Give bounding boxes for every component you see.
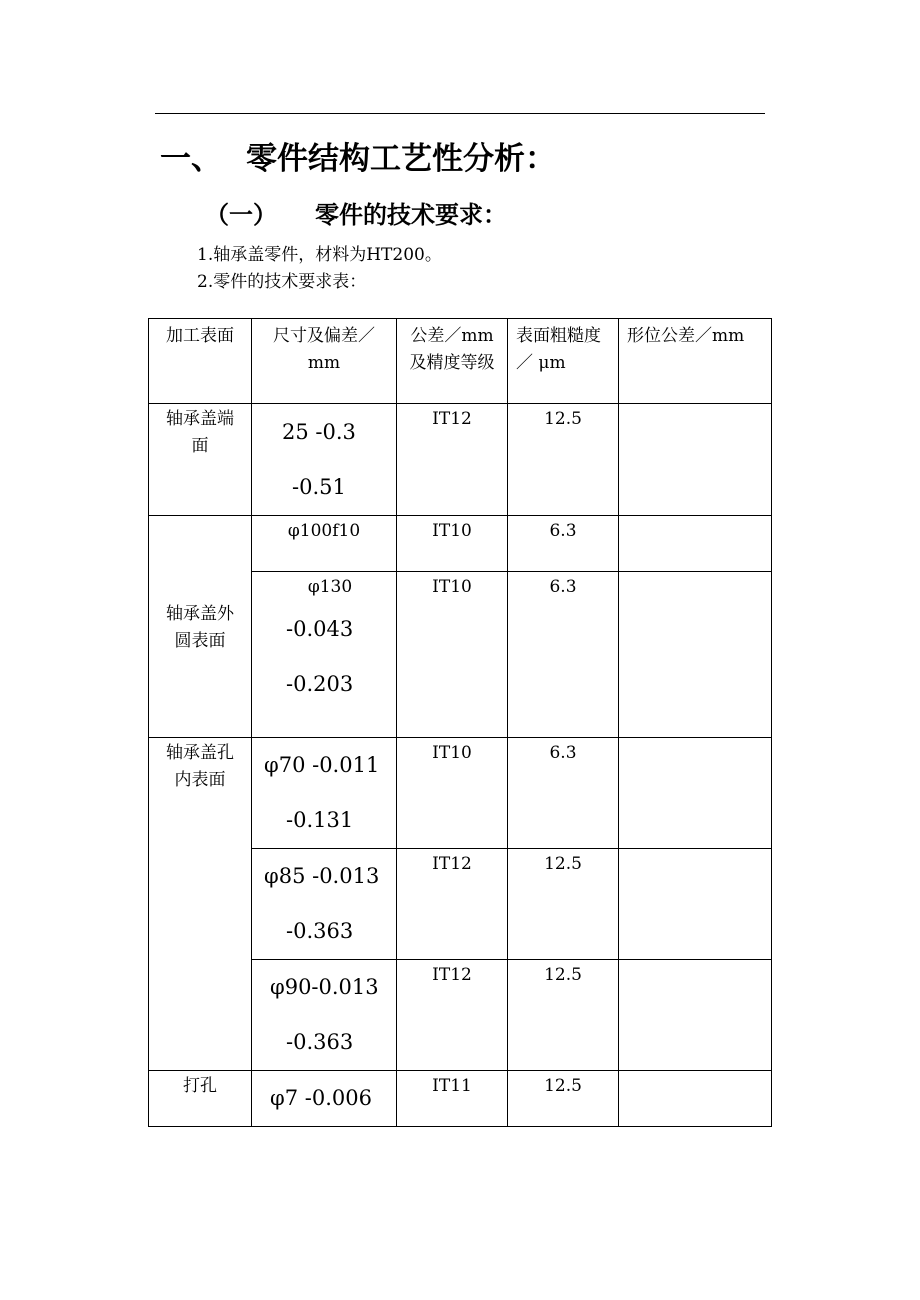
roughness-cell: 12.5 bbox=[508, 849, 619, 960]
size-cell: φ90-0.013 -0.363 bbox=[252, 960, 397, 1071]
roughness-cell: 6.3 bbox=[508, 516, 619, 572]
form-cell bbox=[619, 738, 772, 849]
form-cell bbox=[619, 404, 772, 516]
subsection-number: （一） bbox=[205, 201, 277, 229]
size-cell: φ100f10 bbox=[252, 516, 397, 572]
table-row bbox=[149, 404, 772, 516]
roughness-cell: 6.3 bbox=[508, 738, 619, 849]
header-tolerance: 公差／mm及精度等级 bbox=[397, 319, 508, 404]
header-roughness: 表面粗糙度／ μm bbox=[508, 319, 619, 404]
group-hole-surface: 轴承盖孔内表面 bbox=[149, 738, 252, 1071]
tolerance-cell: IT10 bbox=[397, 738, 508, 849]
tolerance-cell: IT12 bbox=[397, 849, 508, 960]
tolerance-cell: IT11 bbox=[397, 1071, 508, 1127]
size-cell: 25 -0.3 -0.51 bbox=[252, 404, 397, 516]
roughness-cell: 6.3 bbox=[508, 572, 619, 738]
subsection-title: 零件的技术要求： bbox=[315, 201, 507, 229]
size-cell: φ130 -0.043 -0.203 bbox=[252, 572, 397, 738]
header-size: 尺寸及偏差／mm bbox=[252, 319, 397, 404]
form-cell bbox=[619, 572, 772, 738]
table-row bbox=[149, 516, 772, 572]
table-header-row bbox=[149, 319, 772, 404]
subsection-heading bbox=[205, 195, 507, 230]
table-row bbox=[149, 1071, 772, 1127]
roughness-cell: 12.5 bbox=[508, 960, 619, 1071]
tolerance-cell: IT10 bbox=[397, 572, 508, 738]
header-form: 形位公差／mm bbox=[619, 319, 772, 404]
header-surface: 加工表面 bbox=[149, 319, 252, 404]
size-cell: φ7 -0.006 bbox=[252, 1071, 397, 1127]
section-title: 零件结构工艺性分析： bbox=[246, 141, 556, 177]
list-item-requirements: 2.零件的技术要求表： bbox=[197, 272, 367, 292]
header-rule bbox=[155, 113, 765, 114]
section-heading bbox=[160, 133, 556, 178]
tolerance-cell: IT12 bbox=[397, 404, 508, 516]
roughness-cell: 12.5 bbox=[508, 404, 619, 516]
group-end-face: 轴承盖端面 bbox=[149, 404, 252, 516]
form-cell bbox=[619, 849, 772, 960]
section-number: 一、 bbox=[160, 141, 222, 177]
form-cell bbox=[619, 1071, 772, 1127]
form-cell bbox=[619, 516, 772, 572]
form-cell bbox=[619, 960, 772, 1071]
roughness-cell: 12.5 bbox=[508, 1071, 619, 1127]
list-item-material: 1.轴承盖零件，材料为HT200。 bbox=[197, 245, 442, 265]
size-cell: φ85 -0.013 -0.363 bbox=[252, 849, 397, 960]
group-outer-surface: 轴承盖外圆表面 bbox=[149, 516, 252, 738]
tolerance-cell: IT10 bbox=[397, 516, 508, 572]
table-row bbox=[149, 738, 772, 849]
tolerance-cell: IT12 bbox=[397, 960, 508, 1071]
requirements-table bbox=[148, 318, 772, 1127]
size-cell: φ70 -0.011 -0.131 bbox=[252, 738, 397, 849]
group-drilling: 打孔 bbox=[149, 1071, 252, 1127]
